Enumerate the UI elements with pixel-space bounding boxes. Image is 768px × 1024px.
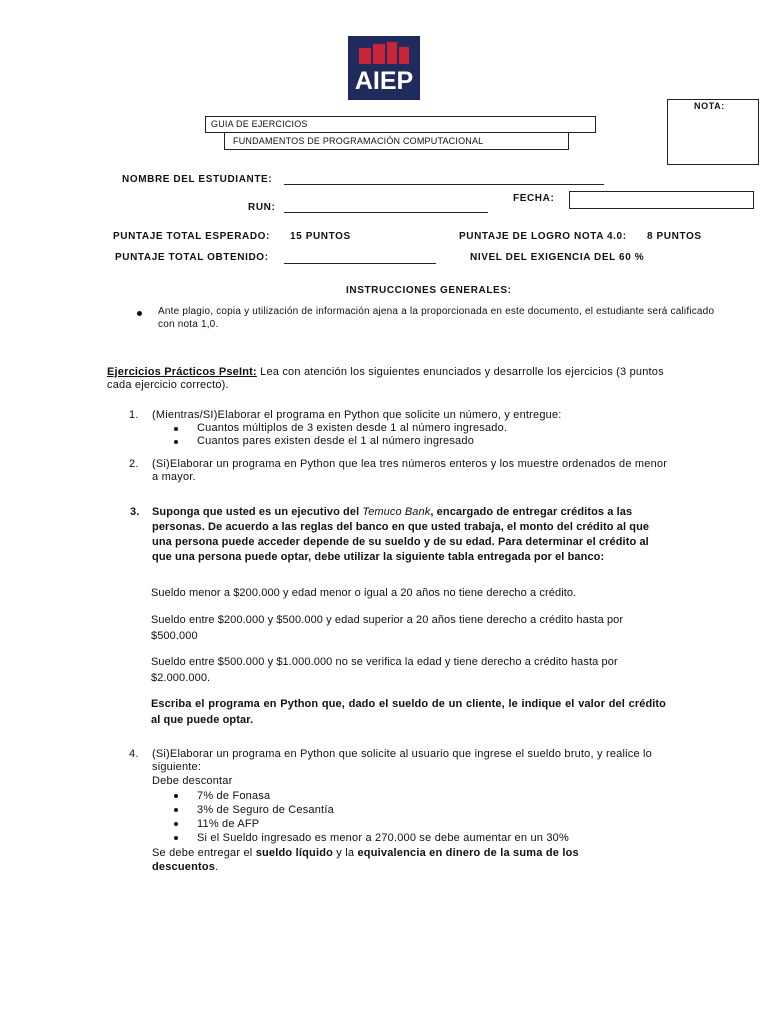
puntaje-esperado-label: PUNTAJE TOTAL ESPERADO: — [113, 231, 270, 242]
ex1-number: 1. — [129, 409, 139, 421]
list-item: 3% de Seguro de Cesantía — [197, 803, 657, 817]
aiep-logo — [348, 36, 420, 100]
run-field[interactable] — [284, 212, 488, 213]
ex3-intro: Suponga que usted es un ejecutivo del Temuco Bank, encargado de entregar créditos a las personas. De acuerdo a las reglas del banco en que usted trabaja, el monto del crédito al que una persona puede acceder depende de su sueldo y de su edad. Para determinar el crédito al que una persona puede optar, debe utilizar la siguiente tabla entregada por el banco: — [152, 506, 650, 563]
logo-text: AIEP — [354, 67, 414, 95]
fecha-label: FECHA: — [513, 193, 555, 204]
fecha-field[interactable] — [569, 191, 754, 209]
logro-value: 8 PUNTOS — [647, 231, 702, 242]
ex3-closing: Escriba el programa en Python que, dado el sueldo de un cliente, le indique el valor del crédito al que puede optar. — [151, 698, 666, 726]
intro-paragraph — [107, 366, 667, 392]
nombre-label: NOMBRE DEL ESTUDIANTE: — [122, 174, 273, 185]
obtenido-label: PUNTAJE TOTAL OBTENIDO: — [115, 252, 269, 263]
nombre-field[interactable] — [284, 184, 604, 185]
ex2-number: 2. — [129, 458, 139, 470]
run-label: RUN: — [248, 202, 276, 213]
guia-box — [205, 116, 596, 133]
bank-name: Temuco Bank — [362, 506, 431, 518]
course-title: FUNDAMENTOS DE PROGRAMACIÓN COMPUTACIONAL — [233, 136, 484, 146]
ex4-sub: Debe descontar — [152, 775, 233, 787]
puntaje-esperado-value: 15 PUNTOS — [290, 231, 351, 242]
ex1-text: (Mientras/SI)Elaborar el programa en Python que solicite un número, y entregue: — [152, 409, 562, 421]
nota-label: NOTA: — [694, 101, 725, 111]
ex1-bullets — [197, 422, 597, 448]
instrucciones-title: INSTRUCCIONES GENERALES: — [346, 285, 512, 296]
instruction-bullet-icon — [137, 311, 142, 316]
ex4-number: 4. — [129, 748, 139, 760]
ex4-text: (Si)Elaborar un programa en Python que solicite al usuario que ingrese el sueldo bruto, y realice lo siguiente: — [152, 748, 652, 773]
obtenido-field[interactable] — [284, 263, 436, 264]
logo-building-icon — [357, 42, 411, 64]
intro-title: Ejercicios Prácticos PseInt: — [107, 366, 257, 378]
list-item: 7% de Fonasa — [197, 789, 657, 803]
list-item: Cuantos pares existen desde el 1 al número ingresado — [197, 435, 597, 448]
ex3-rule-2: Sueldo entre $200.000 y $500.000 y edad superior a 20 años tiene derecho a crédito hasta por $500.000 — [151, 614, 624, 642]
ex4-final: Se debe entregar el sueldo líquido y la equivalencia en dinero de la suma de los descuentos. — [152, 847, 579, 873]
list-item: Si el Sueldo ingresado es menor a 270.000 se debe aumentar en un 30% — [197, 831, 657, 845]
ex2-text: (Si)Elaborar un programa en Python que lea tres números enteros y los muestre ordenados de menor a mayor. — [152, 458, 668, 483]
instruction-item: Ante plagio, copia y utilización de información ajena a la proporcionada en este documento, el estudiante será calificado con nota 1,0. — [158, 306, 715, 330]
list-item: 11% de AFP — [197, 817, 657, 831]
list-item: Cuantos múltiplos de 3 existen desde 1 al número ingresado. — [197, 422, 597, 435]
ex3-number: 3. — [130, 506, 140, 518]
ex3-rule-3: Sueldo entre $500.000 y $1.000.000 no se verifica la edad y tiene derecho a crédito hasta por $2.000.000. — [151, 656, 618, 684]
course-box — [224, 132, 569, 150]
nota-box — [667, 99, 759, 165]
intro-text: Lea con atención los siguientes enunciados y desarrolle los ejercicios (3 puntos cada ejercicio correcto). — [107, 366, 664, 391]
exigencia-label: NIVEL DEL EXIGENCIA DEL 60 % — [470, 252, 645, 263]
guia-title: GUIA DE EJERCICIOS — [211, 119, 308, 129]
logro-label: PUNTAJE DE LOGRO NOTA 4.0: — [459, 231, 627, 242]
ex4-bullets — [197, 789, 657, 845]
ex3-rule-1: Sueldo menor a $200.000 y edad menor o igual a 20 años no tiene derecho a crédito. — [151, 587, 577, 599]
